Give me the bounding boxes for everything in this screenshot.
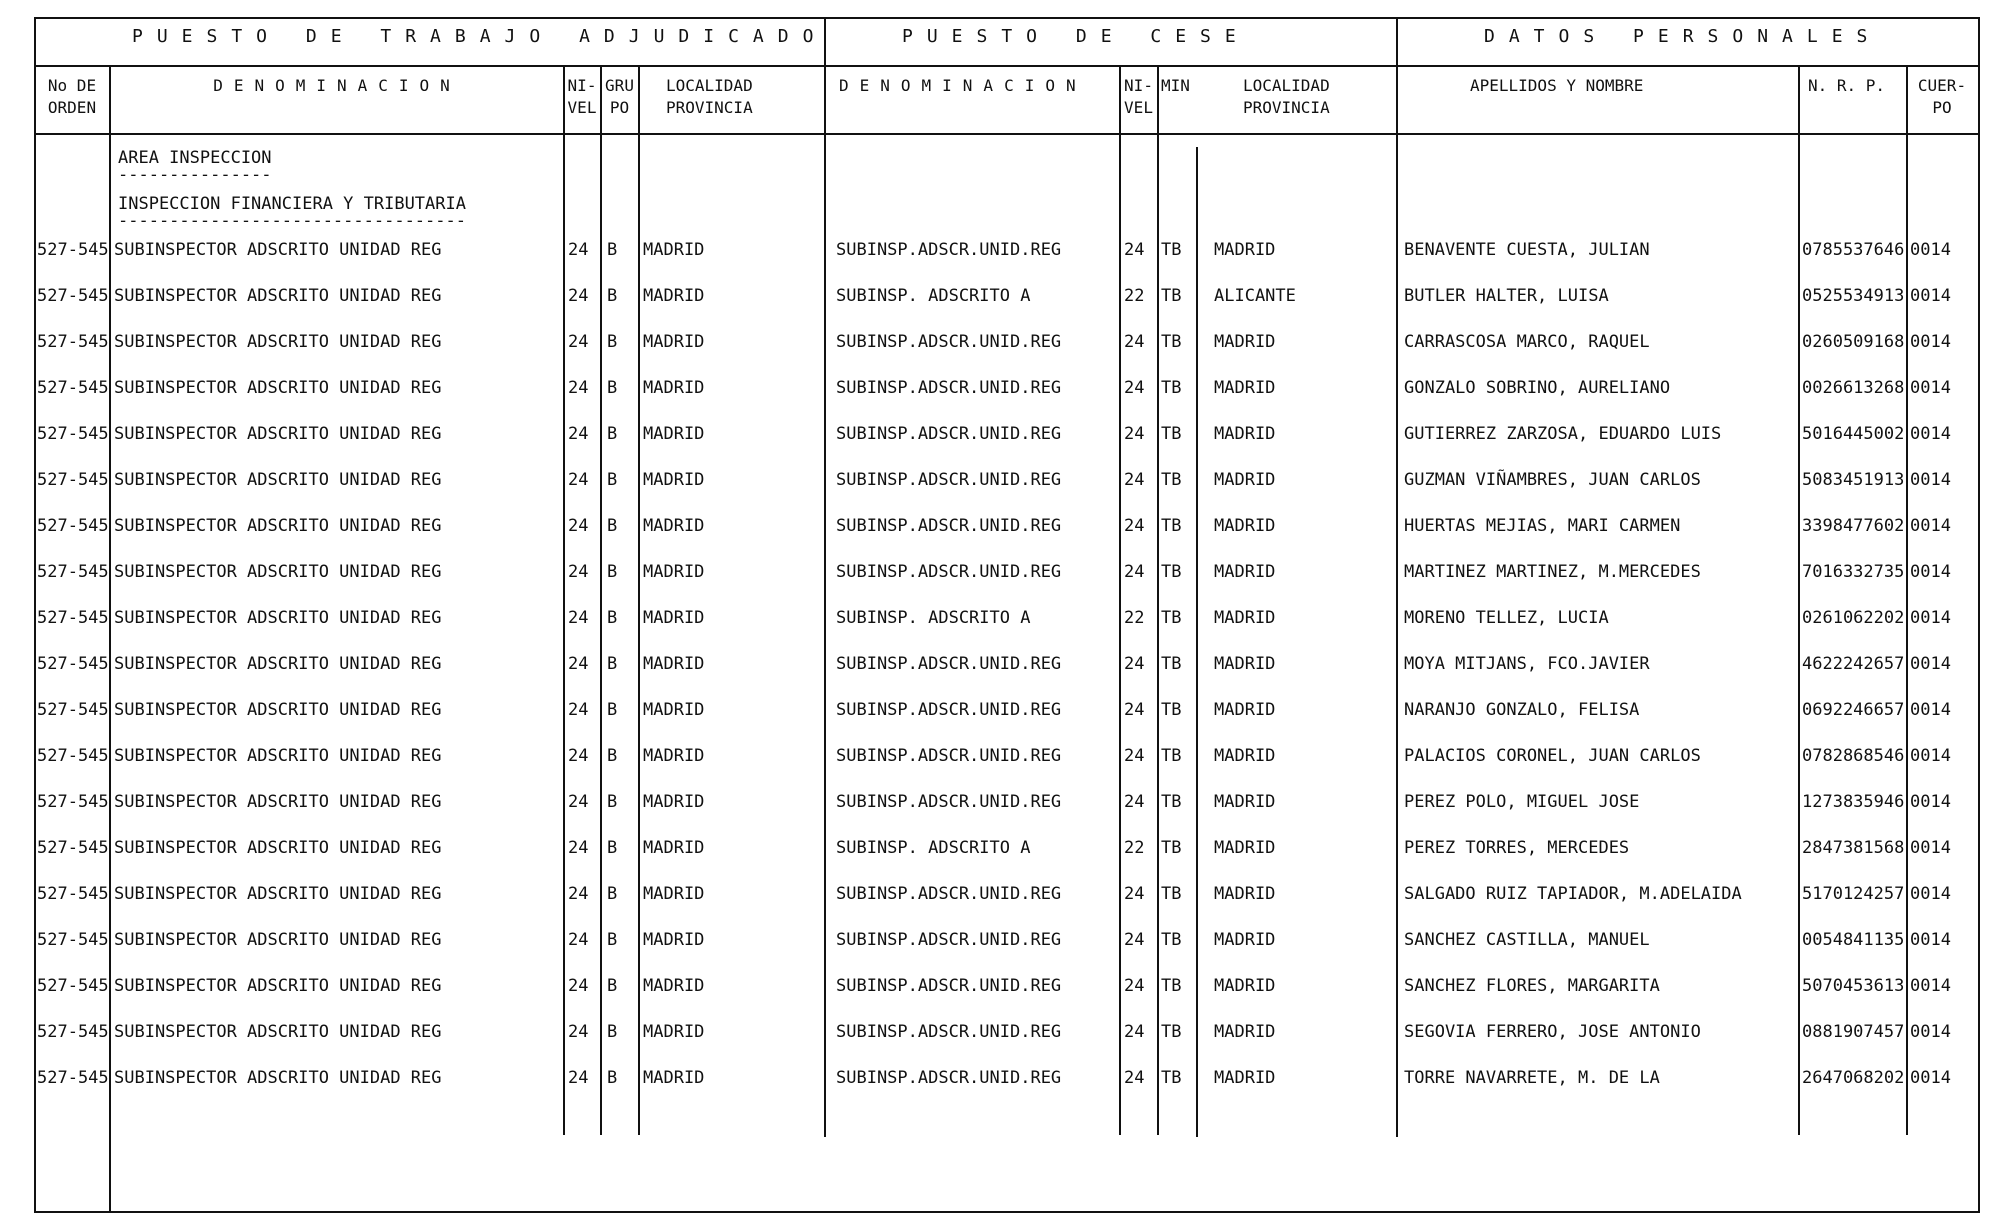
cell-nivel: 24 bbox=[568, 240, 589, 260]
cell-orden: 527-545 bbox=[37, 1022, 109, 1042]
cell-localidad: MADRID bbox=[643, 332, 705, 352]
cell-cese-denominacion: SUBINSP.ADSCR.UNID.REG bbox=[836, 470, 1062, 490]
cell-localidad: MADRID bbox=[643, 424, 705, 444]
cell-cese-min: TB bbox=[1161, 792, 1182, 812]
cell-cese-denominacion: SUBINSP.ADSCR.UNID.REG bbox=[836, 792, 1062, 812]
header-cese-localidad-line2: PROVINCIA bbox=[1243, 98, 1330, 117]
table-row bbox=[34, 963, 1980, 1009]
cell-grupo: B bbox=[607, 332, 618, 352]
cell-nombre: PEREZ TORRES, MERCEDES bbox=[1404, 838, 1630, 858]
area-underline: --------------- bbox=[118, 165, 272, 185]
cell-orden: 527-545 bbox=[37, 654, 109, 674]
cell-cese-min: TB bbox=[1161, 332, 1182, 352]
cell-nombre: HUERTAS MEJIAS, MARI CARMEN bbox=[1404, 516, 1681, 536]
header-cuerpo-line2: PO bbox=[1932, 98, 1952, 117]
cell-orden: 527-545 bbox=[37, 746, 109, 766]
cell-nombre: MORENO TELLEZ, LUCIA bbox=[1404, 608, 1609, 628]
header-cese-nivel bbox=[1120, 75, 1157, 119]
cell-nivel: 24 bbox=[568, 470, 589, 490]
cell-cese-denominacion: SUBINSP.ADSCR.UNID.REG bbox=[836, 976, 1062, 996]
table-top-rule bbox=[34, 17, 1980, 19]
cell-denominacion: SUBINSPECTOR ADSCRITO UNIDAD REG bbox=[114, 470, 442, 490]
cell-cese-min: TB bbox=[1161, 700, 1182, 720]
cell-cese-nivel: 22 bbox=[1124, 838, 1145, 858]
cell-denominacion: SUBINSPECTOR ADSCRITO UNIDAD REG bbox=[114, 240, 442, 260]
cell-orden: 527-545 bbox=[37, 838, 109, 858]
cell-nivel: 24 bbox=[568, 1022, 589, 1042]
cell-cese-denominacion: SUBINSP.ADSCR.UNID.REG bbox=[836, 562, 1062, 582]
cell-cese-localidad: MADRID bbox=[1214, 470, 1276, 490]
table-row bbox=[34, 641, 1980, 687]
cell-denominacion: SUBINSPECTOR ADSCRITO UNIDAD REG bbox=[114, 332, 442, 352]
cell-cese-min: TB bbox=[1161, 424, 1182, 444]
cell-grupo: B bbox=[607, 424, 618, 444]
cell-cese-localidad: MADRID bbox=[1214, 608, 1276, 628]
cell-cese-nivel: 22 bbox=[1124, 608, 1145, 628]
cell-nombre: PALACIOS CORONEL, JUAN CARLOS bbox=[1404, 746, 1701, 766]
cell-denominacion: SUBINSPECTOR ADSCRITO UNIDAD REG bbox=[114, 562, 442, 582]
cell-grupo: B bbox=[607, 838, 618, 858]
cell-localidad: MADRID bbox=[643, 562, 705, 582]
cell-nivel: 24 bbox=[568, 654, 589, 674]
cell-cese-localidad: MADRID bbox=[1214, 1068, 1276, 1088]
cell-cese-localidad: MADRID bbox=[1214, 562, 1276, 582]
cell-cese-min: TB bbox=[1161, 516, 1182, 536]
cell-orden: 527-545 bbox=[37, 470, 109, 490]
cell-orden: 527-545 bbox=[37, 240, 109, 260]
cell-cuerpo: 0014 bbox=[1910, 976, 1951, 996]
cell-orden: 527-545 bbox=[37, 562, 109, 582]
cell-nombre: SANCHEZ CASTILLA, MANUEL bbox=[1404, 930, 1650, 950]
cell-cese-min: TB bbox=[1161, 1068, 1182, 1088]
cell-localidad: MADRID bbox=[643, 286, 705, 306]
cell-cese-min: TB bbox=[1161, 838, 1182, 858]
cell-denominacion: SUBINSPECTOR ADSCRITO UNIDAD REG bbox=[114, 884, 442, 904]
table-row bbox=[34, 411, 1980, 457]
cell-nivel: 24 bbox=[568, 976, 589, 996]
cell-nivel: 24 bbox=[568, 608, 589, 628]
cell-denominacion: SUBINSPECTOR ADSCRITO UNIDAD REG bbox=[114, 424, 442, 444]
cell-nrp: 4622242657 bbox=[1802, 654, 1905, 674]
area-title: AREA INSPECCION bbox=[118, 148, 272, 168]
cell-nrp: 5070453613 bbox=[1802, 976, 1905, 996]
table-row bbox=[34, 1055, 1980, 1101]
header-orden-line2: ORDEN bbox=[47, 98, 97, 117]
cell-cuerpo: 0014 bbox=[1910, 608, 1951, 628]
cell-orden: 527-545 bbox=[37, 930, 109, 950]
cell-denominacion: SUBINSPECTOR ADSCRITO UNIDAD REG bbox=[114, 378, 442, 398]
cell-nrp: 0782868546 bbox=[1802, 746, 1905, 766]
cell-nrp: 0026613268 bbox=[1802, 378, 1905, 398]
cell-cese-denominacion: SUBINSP. ADSCRITO A bbox=[836, 608, 1031, 628]
cell-localidad: MADRID bbox=[643, 1022, 705, 1042]
cell-nivel: 24 bbox=[568, 838, 589, 858]
cell-cese-min: TB bbox=[1161, 746, 1182, 766]
header-cuerpo-line1: CUER- bbox=[1917, 76, 1967, 95]
cell-grupo: B bbox=[607, 884, 618, 904]
table-row bbox=[34, 503, 1980, 549]
header-grupo-line2: PO bbox=[609, 98, 630, 117]
table-row bbox=[34, 687, 1980, 733]
cell-cese-min: TB bbox=[1161, 608, 1182, 628]
cell-grupo: B bbox=[607, 286, 618, 306]
cell-localidad: MADRID bbox=[643, 746, 705, 766]
cell-cese-localidad: MADRID bbox=[1214, 516, 1276, 536]
cell-cese-denominacion: SUBINSP.ADSCR.UNID.REG bbox=[836, 378, 1062, 398]
cell-grupo: B bbox=[607, 746, 618, 766]
cell-cese-nivel: 24 bbox=[1124, 1068, 1145, 1088]
cell-cuerpo: 0014 bbox=[1910, 700, 1951, 720]
header-apellidos: APELLIDOS Y NOMBRE bbox=[1470, 76, 1644, 95]
cell-cese-localidad: MADRID bbox=[1214, 332, 1276, 352]
cell-cese-denominacion: SUBINSP.ADSCR.UNID.REG bbox=[836, 884, 1062, 904]
table-row bbox=[34, 549, 1980, 595]
cell-nombre: MARTINEZ MARTINEZ, M.MERCEDES bbox=[1404, 562, 1701, 582]
cell-cuerpo: 0014 bbox=[1910, 884, 1951, 904]
cell-cese-denominacion: SUBINSP.ADSCR.UNID.REG bbox=[836, 700, 1062, 720]
cell-cese-localidad: MADRID bbox=[1214, 1022, 1276, 1042]
cell-cese-localidad: MADRID bbox=[1214, 424, 1276, 444]
cell-nombre: TORRE NAVARRETE, M. DE LA bbox=[1404, 1068, 1660, 1088]
cell-localidad: MADRID bbox=[643, 240, 705, 260]
cell-nrp: 0260509168 bbox=[1802, 332, 1905, 352]
cell-denominacion: SUBINSPECTOR ADSCRITO UNIDAD REG bbox=[114, 1022, 442, 1042]
header-cese-localidad bbox=[1243, 75, 1330, 119]
cell-cese-min: TB bbox=[1161, 884, 1182, 904]
header-localidad bbox=[666, 75, 753, 119]
cell-nrp: 0261062202 bbox=[1802, 608, 1905, 628]
cell-cese-min: TB bbox=[1161, 930, 1182, 950]
table-row bbox=[34, 595, 1980, 641]
cell-cuerpo: 0014 bbox=[1910, 516, 1951, 536]
cell-cese-denominacion: SUBINSP.ADSCR.UNID.REG bbox=[836, 424, 1062, 444]
cell-cese-localidad: ALICANTE bbox=[1214, 286, 1296, 306]
cell-cuerpo: 0014 bbox=[1910, 792, 1951, 812]
cell-nombre: BENAVENTE CUESTA, JULIAN bbox=[1404, 240, 1650, 260]
cell-nombre: MOYA MITJANS, FCO.JAVIER bbox=[1404, 654, 1650, 674]
header-cese-min: MIN bbox=[1161, 76, 1190, 95]
cell-nrp: 0881907457 bbox=[1802, 1022, 1905, 1042]
table-bottom-rule bbox=[34, 1211, 1980, 1213]
cell-cese-min: TB bbox=[1161, 240, 1182, 260]
cell-cese-nivel: 24 bbox=[1124, 470, 1145, 490]
cell-cese-nivel: 24 bbox=[1124, 378, 1145, 398]
table-row bbox=[34, 365, 1980, 411]
cell-cuerpo: 0014 bbox=[1910, 746, 1951, 766]
cell-cese-nivel: 24 bbox=[1124, 240, 1145, 260]
cell-cuerpo: 0014 bbox=[1910, 378, 1951, 398]
cell-cese-denominacion: SUBINSP.ADSCR.UNID.REG bbox=[836, 1022, 1062, 1042]
cell-localidad: MADRID bbox=[643, 976, 705, 996]
cell-nombre: GUTIERREZ ZARZOSA, EDUARDO LUIS bbox=[1404, 424, 1722, 444]
header-grupo bbox=[601, 75, 638, 119]
cell-cuerpo: 0014 bbox=[1910, 930, 1951, 950]
cell-denominacion: SUBINSPECTOR ADSCRITO UNIDAD REG bbox=[114, 654, 442, 674]
cell-cese-localidad: MADRID bbox=[1214, 654, 1276, 674]
cell-nivel: 24 bbox=[568, 378, 589, 398]
cell-denominacion: SUBINSPECTOR ADSCRITO UNIDAD REG bbox=[114, 838, 442, 858]
header-cese-denominacion: DENOMINACION bbox=[839, 76, 1087, 95]
cell-cese-localidad: MADRID bbox=[1214, 746, 1276, 766]
section-title-cese: PUESTO DE CESE bbox=[902, 26, 1250, 47]
header-nivel-line1: NI- bbox=[567, 76, 597, 95]
header-nivel bbox=[564, 75, 600, 119]
cell-nombre: NARANJO GONZALO, FELISA bbox=[1404, 700, 1640, 720]
cell-nivel: 24 bbox=[568, 792, 589, 812]
cell-nivel: 24 bbox=[568, 516, 589, 536]
cell-localidad: MADRID bbox=[643, 654, 705, 674]
cell-cese-denominacion: SUBINSP.ADSCR.UNID.REG bbox=[836, 516, 1062, 536]
cell-cese-min: TB bbox=[1161, 378, 1182, 398]
cell-nivel: 24 bbox=[568, 700, 589, 720]
table-row bbox=[34, 227, 1980, 273]
header-localidad-line2: PROVINCIA bbox=[666, 98, 753, 117]
cell-localidad: MADRID bbox=[643, 930, 705, 950]
subarea-underline: ---------------------------------- bbox=[118, 211, 466, 231]
cell-cese-denominacion: SUBINSP.ADSCR.UNID.REG bbox=[836, 654, 1062, 674]
cell-nombre: PEREZ POLO, MIGUEL JOSE bbox=[1404, 792, 1640, 812]
cell-nombre: SEGOVIA FERRERO, JOSE ANTONIO bbox=[1404, 1022, 1701, 1042]
cell-denominacion: SUBINSPECTOR ADSCRITO UNIDAD REG bbox=[114, 792, 442, 812]
cell-nrp: 5016445002 bbox=[1802, 424, 1905, 444]
cell-localidad: MADRID bbox=[643, 608, 705, 628]
cell-nivel: 24 bbox=[568, 286, 589, 306]
cell-grupo: B bbox=[607, 378, 618, 398]
cell-cese-denominacion: SUBINSP. ADSCRITO A bbox=[836, 838, 1031, 858]
header-nivel-line2: VEL bbox=[567, 98, 597, 117]
cell-cese-localidad: MADRID bbox=[1214, 240, 1276, 260]
cell-localidad: MADRID bbox=[643, 792, 705, 812]
cell-grupo: B bbox=[607, 562, 618, 582]
cell-nivel: 24 bbox=[568, 746, 589, 766]
cell-cese-denominacion: SUBINSP. ADSCRITO A bbox=[836, 286, 1031, 306]
header-cese-nivel-line2: VEL bbox=[1124, 98, 1153, 117]
cell-denominacion: SUBINSPECTOR ADSCRITO UNIDAD REG bbox=[114, 930, 442, 950]
cell-cese-nivel: 24 bbox=[1124, 516, 1145, 536]
cell-cuerpo: 0014 bbox=[1910, 332, 1951, 352]
cell-orden: 527-545 bbox=[37, 700, 109, 720]
table-row bbox=[34, 871, 1980, 917]
cell-cese-nivel: 24 bbox=[1124, 792, 1145, 812]
cell-denominacion: SUBINSPECTOR ADSCRITO UNIDAD REG bbox=[114, 286, 442, 306]
cell-cese-nivel: 24 bbox=[1124, 976, 1145, 996]
cell-cuerpo: 0014 bbox=[1910, 286, 1951, 306]
cell-orden: 527-545 bbox=[37, 976, 109, 996]
table-row bbox=[34, 273, 1980, 319]
cell-cese-min: TB bbox=[1161, 286, 1182, 306]
cell-nombre: GUZMAN VIÑAMBRES, JUAN CARLOS bbox=[1404, 470, 1701, 490]
cell-orden: 527-545 bbox=[37, 792, 109, 812]
cell-cese-localidad: MADRID bbox=[1214, 378, 1276, 398]
header-localidad-line1: LOCALIDAD bbox=[666, 76, 753, 95]
cell-nivel: 24 bbox=[568, 930, 589, 950]
section-header-rule bbox=[34, 65, 1980, 67]
cell-nrp: 1273835946 bbox=[1802, 792, 1905, 812]
cell-cese-nivel: 24 bbox=[1124, 700, 1145, 720]
cell-grupo: B bbox=[607, 976, 618, 996]
cell-cese-localidad: MADRID bbox=[1214, 792, 1276, 812]
cell-orden: 527-545 bbox=[37, 1068, 109, 1088]
cell-cuerpo: 0014 bbox=[1910, 1068, 1951, 1088]
cell-grupo: B bbox=[607, 240, 618, 260]
cell-grupo: B bbox=[607, 930, 618, 950]
table-row bbox=[34, 917, 1980, 963]
cell-localidad: MADRID bbox=[643, 884, 705, 904]
cell-cese-min: TB bbox=[1161, 654, 1182, 674]
cell-cuerpo: 0014 bbox=[1910, 424, 1951, 444]
cell-denominacion: SUBINSPECTOR ADSCRITO UNIDAD REG bbox=[114, 1068, 442, 1088]
header-cese-localidad-line1: LOCALIDAD bbox=[1243, 76, 1330, 95]
cell-nrp: 7016332735 bbox=[1802, 562, 1905, 582]
header-nrp: N. R. P. bbox=[1808, 76, 1886, 95]
cell-nombre: BUTLER HALTER, LUISA bbox=[1404, 286, 1609, 306]
header-cuerpo bbox=[1907, 75, 1977, 119]
cell-denominacion: SUBINSPECTOR ADSCRITO UNIDAD REG bbox=[114, 516, 442, 536]
cell-grupo: B bbox=[607, 608, 618, 628]
table-row bbox=[34, 1009, 1980, 1055]
cell-cese-nivel: 24 bbox=[1124, 424, 1145, 444]
cell-orden: 527-545 bbox=[37, 516, 109, 536]
table-row bbox=[34, 779, 1980, 825]
table-row bbox=[34, 825, 1980, 871]
cell-nivel: 24 bbox=[568, 562, 589, 582]
cell-grupo: B bbox=[607, 792, 618, 812]
cell-cese-nivel: 24 bbox=[1124, 930, 1145, 950]
cell-cese-denominacion: SUBINSP.ADSCR.UNID.REG bbox=[836, 240, 1062, 260]
header-orden-line1: No DE bbox=[47, 76, 97, 95]
cell-orden: 527-545 bbox=[37, 286, 109, 306]
cell-orden: 527-545 bbox=[37, 378, 109, 398]
cell-denominacion: SUBINSPECTOR ADSCRITO UNIDAD REG bbox=[114, 700, 442, 720]
cell-nrp: 0525534913 bbox=[1802, 286, 1905, 306]
cell-cese-localidad: MADRID bbox=[1214, 838, 1276, 858]
cell-orden: 527-545 bbox=[37, 332, 109, 352]
cell-cese-nivel: 24 bbox=[1124, 746, 1145, 766]
cell-nrp: 2847381568 bbox=[1802, 838, 1905, 858]
cell-cese-min: TB bbox=[1161, 976, 1182, 996]
cell-cuerpo: 0014 bbox=[1910, 1022, 1951, 1042]
cell-cuerpo: 0014 bbox=[1910, 838, 1951, 858]
cell-cese-denominacion: SUBINSP.ADSCR.UNID.REG bbox=[836, 930, 1062, 950]
cell-nrp: 0054841135 bbox=[1802, 930, 1905, 950]
cell-nrp: 2647068202 bbox=[1802, 1068, 1905, 1088]
cell-nivel: 24 bbox=[568, 884, 589, 904]
cell-cuerpo: 0014 bbox=[1910, 240, 1951, 260]
table-row bbox=[34, 733, 1980, 779]
document-table bbox=[34, 17, 1980, 1213]
cell-orden: 527-545 bbox=[37, 608, 109, 628]
cell-cese-min: TB bbox=[1161, 1022, 1182, 1042]
cell-nrp: 3398477602 bbox=[1802, 516, 1905, 536]
cell-cese-denominacion: SUBINSP.ADSCR.UNID.REG bbox=[836, 332, 1062, 352]
cell-cese-localidad: MADRID bbox=[1214, 700, 1276, 720]
cell-orden: 527-545 bbox=[37, 884, 109, 904]
cell-grupo: B bbox=[607, 1068, 618, 1088]
cell-cuerpo: 0014 bbox=[1910, 654, 1951, 674]
cell-nombre: SANCHEZ FLORES, MARGARITA bbox=[1404, 976, 1660, 996]
cell-grupo: B bbox=[607, 1022, 618, 1042]
header-cese-nivel-line1: NI- bbox=[1124, 76, 1153, 95]
cell-nrp: 5083451913 bbox=[1802, 470, 1905, 490]
cell-nombre: GONZALO SOBRINO, AURELIANO bbox=[1404, 378, 1671, 398]
cell-nivel: 24 bbox=[568, 1068, 589, 1088]
cell-cuerpo: 0014 bbox=[1910, 470, 1951, 490]
header-grupo-line1: GRU bbox=[605, 76, 634, 95]
table-row bbox=[34, 319, 1980, 365]
cell-orden: 527-545 bbox=[37, 424, 109, 444]
cell-cese-nivel: 24 bbox=[1124, 654, 1145, 674]
cell-grupo: B bbox=[607, 516, 618, 536]
cell-cuerpo: 0014 bbox=[1910, 562, 1951, 582]
cell-nivel: 24 bbox=[568, 332, 589, 352]
cell-cese-denominacion: SUBINSP.ADSCR.UNID.REG bbox=[836, 746, 1062, 766]
header-orden bbox=[36, 75, 108, 119]
section-title-adjudicado: PUESTO DE TRABAJO ADJUDICADO bbox=[132, 26, 828, 47]
cell-localidad: MADRID bbox=[643, 838, 705, 858]
cell-cese-min: TB bbox=[1161, 562, 1182, 582]
column-header-rule bbox=[34, 133, 1980, 135]
cell-cese-nivel: 24 bbox=[1124, 562, 1145, 582]
cell-localidad: MADRID bbox=[643, 378, 705, 398]
cell-nombre: SALGADO RUIZ TAPIADOR, M.ADELAIDA bbox=[1404, 884, 1742, 904]
cell-cese-nivel: 24 bbox=[1124, 1022, 1145, 1042]
table-row bbox=[34, 457, 1980, 503]
header-denominacion: DENOMINACION bbox=[213, 76, 461, 95]
cell-cese-nivel: 24 bbox=[1124, 884, 1145, 904]
cell-nrp: 5170124257 bbox=[1802, 884, 1905, 904]
cell-denominacion: SUBINSPECTOR ADSCRITO UNIDAD REG bbox=[114, 746, 442, 766]
section-title-personales: DATOS PERSONALES bbox=[1484, 26, 1882, 47]
cell-cese-localidad: MADRID bbox=[1214, 976, 1276, 996]
cell-denominacion: SUBINSPECTOR ADSCRITO UNIDAD REG bbox=[114, 976, 442, 996]
cell-nivel: 24 bbox=[568, 424, 589, 444]
cell-localidad: MADRID bbox=[643, 516, 705, 536]
cell-localidad: MADRID bbox=[643, 470, 705, 490]
cell-grupo: B bbox=[607, 654, 618, 674]
cell-localidad: MADRID bbox=[643, 700, 705, 720]
cell-nombre: CARRASCOSA MARCO, RAQUEL bbox=[1404, 332, 1650, 352]
cell-cese-min: TB bbox=[1161, 470, 1182, 490]
cell-nrp: 0785537646 bbox=[1802, 240, 1905, 260]
subarea-title: INSPECCION FINANCIERA Y TRIBUTARIA bbox=[118, 194, 466, 214]
cell-cese-localidad: MADRID bbox=[1214, 930, 1276, 950]
cell-localidad: MADRID bbox=[643, 1068, 705, 1088]
cell-grupo: B bbox=[607, 470, 618, 490]
cell-cese-localidad: MADRID bbox=[1214, 884, 1276, 904]
cell-nrp: 0692246657 bbox=[1802, 700, 1905, 720]
cell-grupo: B bbox=[607, 700, 618, 720]
cell-cese-nivel: 24 bbox=[1124, 332, 1145, 352]
cell-cese-nivel: 22 bbox=[1124, 286, 1145, 306]
cell-cese-denominacion: SUBINSP.ADSCR.UNID.REG bbox=[836, 1068, 1062, 1088]
cell-denominacion: SUBINSPECTOR ADSCRITO UNIDAD REG bbox=[114, 608, 442, 628]
